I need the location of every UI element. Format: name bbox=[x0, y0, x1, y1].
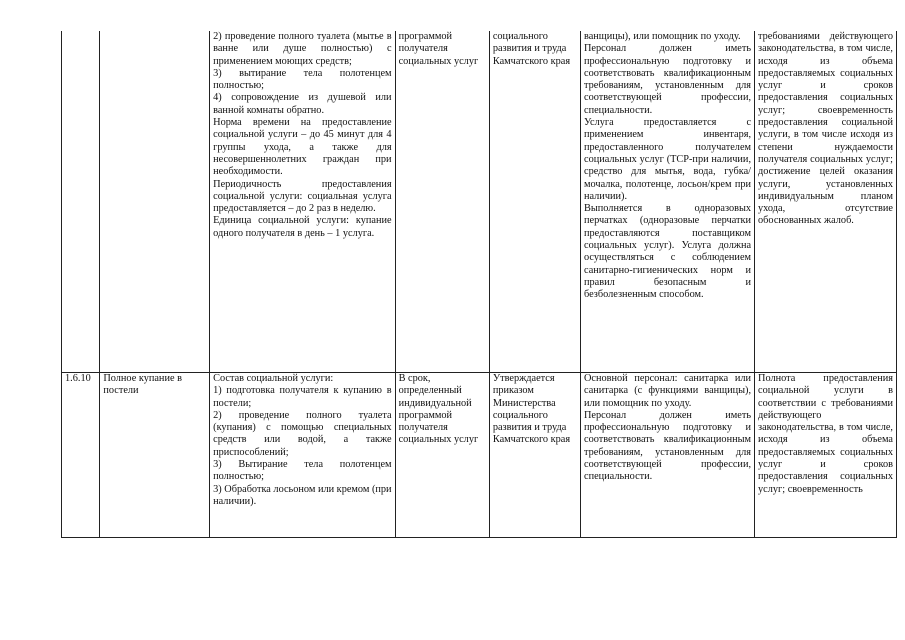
conditions-line: Персонал должен иметь профессиональную подготовку и соответствовать квалификационным требованиям, установленным для соответствующей профессии, специальности. bbox=[584, 409, 752, 483]
cell-number bbox=[62, 31, 100, 373]
cell-term: В срок, определенный индивидуальной программой получателя социальных услуг bbox=[395, 373, 489, 538]
content-line: Норма времени на предоставление социальной услуги – до 45 минут для 4 группы ухода, а также для несовершеннолетних граждан при необходимости. bbox=[213, 117, 392, 178]
services-table bbox=[61, 31, 897, 538]
conditions-line: Услуга предоставляется с применением инвентаря, предоставленного получателем социальных услуг (ТСР-при наличии, средство для мытья, вода, губка/ мочалка, полотенце, лосьон/крем при наличии). bbox=[584, 117, 752, 202]
cell-evaluation: требованиями действующего законодательства, в том числе, исходя из объема предоставляемых социальных услуг и сроков предоставления социальных услуг; своевременность предоставления социальной услуги, в том числе исходя из степени нуждаемости получателя социальных услуг; достижение целей оказания услуги, установленных индивидуальным планом ухода, отсутствие обоснованных жалоб. bbox=[755, 31, 897, 373]
cell-service-content bbox=[210, 373, 395, 538]
content-line: Состав социальной услуги: bbox=[213, 373, 334, 384]
content-line: 3) Вытирание тела полотенцем полностью; bbox=[213, 459, 392, 483]
content-line: 3) Обработка лосьоном или кремом (при наличии). bbox=[213, 483, 392, 507]
conditions-line: Выполняется в одноразовых перчатках (одноразовые перчатки предоставляются поставщиком социальных услуг). Услуга должна осуществляться с соблюдением санитарно-гигиенических норм и правил безопасным и безболезненным способом. bbox=[584, 203, 752, 301]
content-line: 4) сопровождение из душевой или ванной комнаты обратно. bbox=[213, 92, 392, 116]
content-line: 3) вытирание тела полотенцем полностью; bbox=[213, 67, 392, 92]
content-line: 2) проведение полного туалета (купания) с помощью специальных средств или водой, а также приспособлений; bbox=[213, 409, 392, 458]
conditions-line: Персонал должен иметь профессиональную подготовку и соответствовать квалификационным требованиям, установленным для соответствующей профессии, специальности. bbox=[584, 43, 752, 116]
content-line: 2) проведение полного туалета (мытье в ванне или душе полностью) с применением моющих средств; bbox=[213, 31, 392, 67]
cell-service-name bbox=[100, 31, 210, 373]
conditions-line: ванщицы), или помощник по уходу. bbox=[584, 31, 741, 42]
table-row bbox=[62, 373, 897, 538]
cell-conditions bbox=[581, 373, 755, 538]
cell-conditions bbox=[581, 31, 755, 373]
cell-service-name: Полное купание в постели bbox=[100, 373, 210, 538]
cell-tariff: социального развития и труда Камчатского края bbox=[489, 31, 580, 373]
cell-service-content bbox=[210, 31, 395, 373]
table-row bbox=[62, 31, 897, 373]
content-line: Периодичность предоставления социальной услуги: социальная услуга предоставляется – до 2 раз в неделю. bbox=[213, 178, 392, 215]
cell-term: программой получателя социальных услуг bbox=[395, 31, 489, 373]
cell-tariff: Утверждается приказом Министерства социального развития и труда Камчатского края bbox=[489, 373, 580, 538]
cell-evaluation: Полнота предоставления социальной услуги в соответствии с требованиями действующего законодательства, в том числе, исходя из объема предоставляемых социальных услуг и сроков предоставления социальных услуг; своевременность bbox=[755, 373, 897, 538]
content-line: Единица социальной услуги: купание одного получателя в день – 1 услуга. bbox=[213, 215, 392, 239]
content-line: 1) подготовка получателя к купанию в постели; bbox=[213, 385, 392, 409]
cell-number: 1.6.10 bbox=[62, 373, 100, 538]
conditions-line: Основной персонал: санитарка или санитарка (с функциями ванщицы), или помощник по уходу. bbox=[584, 373, 752, 409]
